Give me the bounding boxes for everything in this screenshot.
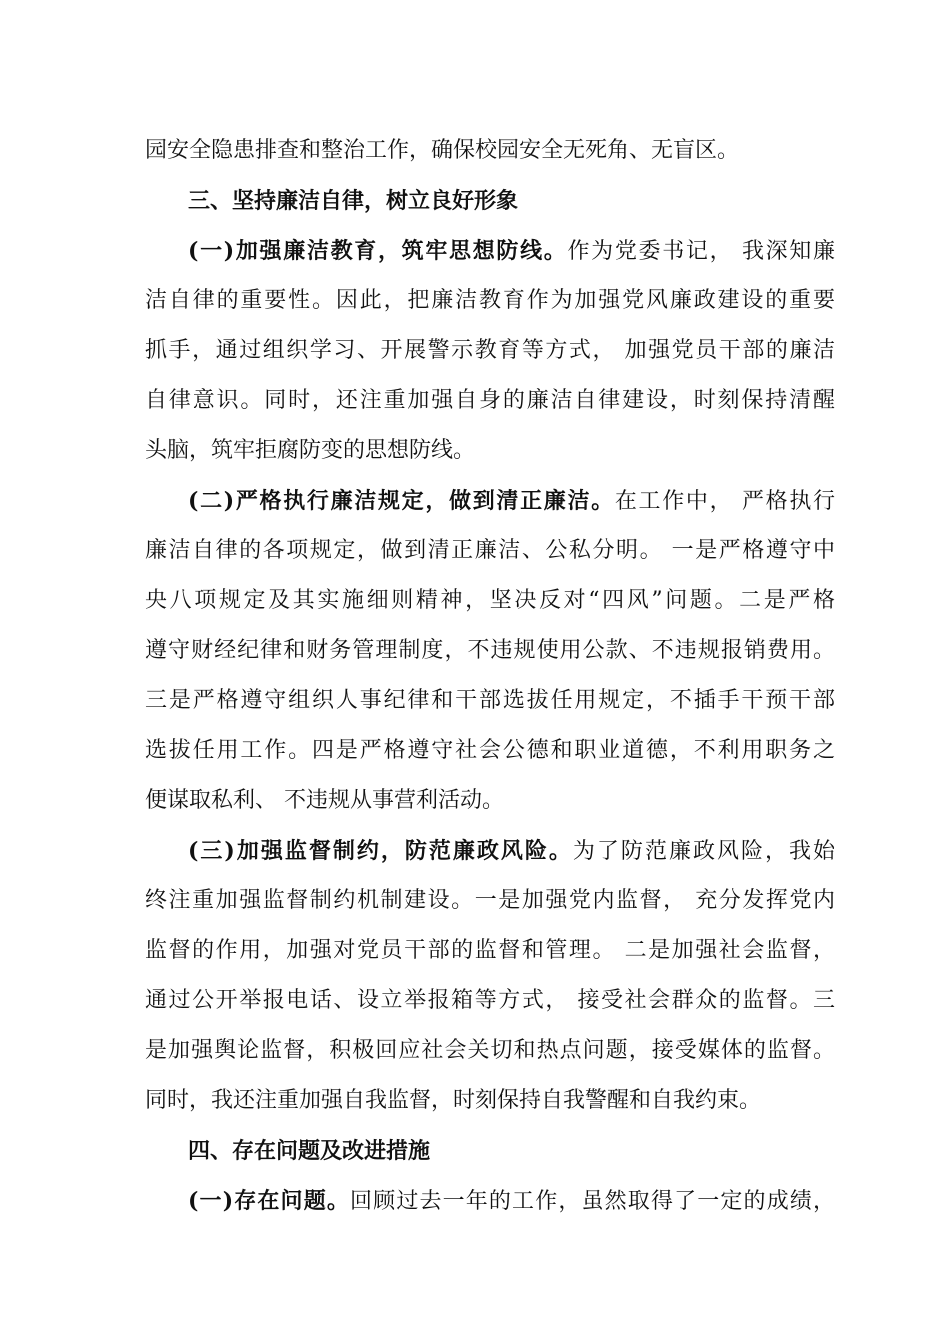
paragraph-line: 监督的作用，加强对党员干部的监督和管理。 二是加强社会监督， [145,938,835,963]
paragraph-line: 央八项规定及其实施细则精神，坚决反对“四风”问题。二是严格 [145,588,835,613]
paragraph-line [188,836,835,866]
paragraph-line: 是加强舆论监督，积极回应社会关切和热点问题，接受媒体的监督。 [145,1038,835,1063]
paragraph-line: 头脑，筑牢拒腐防变的思想防线。 [145,438,476,463]
paragraph-line [188,236,835,266]
paragraph-line: 遵守财经纪律和财务管理制度，不违规使用公款、不违规报销费用。 [145,638,835,663]
section-heading-3: 三、坚持廉洁自律，树立良好形象 [188,188,519,214]
paragraph-line [188,486,835,516]
paragraph-line: 三是严格遵守组织人事纪律和干部选拔任用规定，不插手干预干部 [145,688,835,713]
paragraph-line [188,1186,835,1216]
section-heading-4: 四、存在问题及改进措施 [188,1138,431,1164]
subsection-title: (一)加强廉洁教育，筑牢思想防线。 [188,238,568,264]
paragraph-line: 同时，我还注重加强自我监督，时刻保持自我警醒和自我约束。 [145,1088,762,1113]
paragraph-line: 廉洁自律的各项规定，做到清正廉洁、公私分明。 一是严格遵守中 [145,538,835,563]
paragraph-text: 为了防范廉政风险，我始 [572,839,835,864]
paragraph-text: 在工作中， 严格执行 [614,489,835,514]
paragraph-line: 通过公开举报电话、设立举报箱等方式， 接受社会群众的监督。三 [145,988,835,1013]
paragraph-line: 抓手，通过组织学习、开展警示教育等方式， 加强党员干部的廉洁 [145,338,835,363]
paragraph-line: 自律意识。同时，还注重加强自身的廉洁自律建设，时刻保持清醒 [145,388,835,413]
paragraph-text: 回顾过去一年的工作，虽然取得了一定的成绩， [350,1189,835,1214]
paragraph-line: 园安全隐患排查和整治工作，确保校园安全无死角、无盲区。 [145,138,740,163]
paragraph-line: 终注重加强监督制约机制建设。一是加强党内监督， 充分发挥党内 [145,888,835,913]
subsection-title: (三)加强监督制约，防范廉政风险。 [188,838,573,864]
paragraph-line: 洁自律的重要性。因此，把廉洁教育作为加强党风廉政建设的重要 [145,288,835,313]
subsection-title: (一)存在问题。 [188,1188,351,1214]
subsection-title: (二)严格执行廉洁规定，做到清正廉洁。 [188,488,615,514]
paragraph-line: 选拔任用工作。四是严格遵守社会公德和职业道德，不利用职务之 [145,738,835,763]
paragraph-text: 作为党委书记， 我深知廉 [567,239,835,264]
paragraph-line: 便谋取私利、 不违规从事营利活动。 [145,788,504,813]
